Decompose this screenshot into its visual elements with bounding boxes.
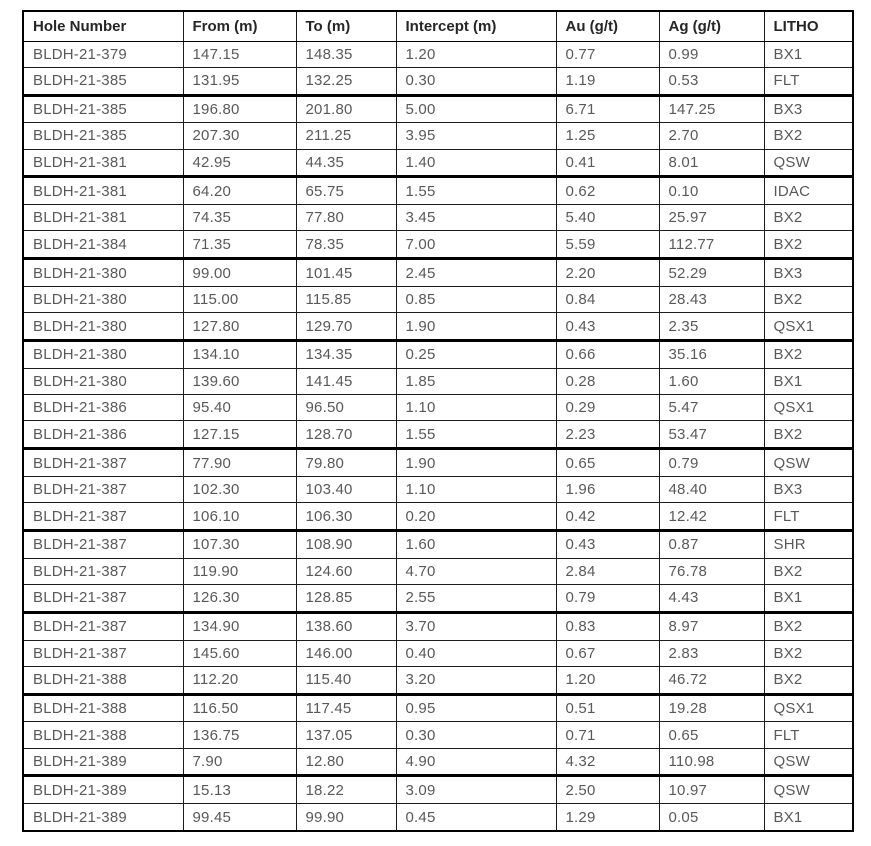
cell-hole-number: BLDH-21-387 — [23, 531, 183, 559]
cell-intercept-m: 1.60 — [396, 531, 556, 559]
cell-au-gpt: 0.67 — [556, 640, 659, 666]
cell-from-m: 126.30 — [183, 585, 296, 613]
cell-from-m: 15.13 — [183, 776, 296, 804]
cell-ag-gpt: 4.43 — [659, 585, 764, 613]
cell-intercept-m: 4.70 — [396, 558, 556, 584]
cell-litho: BX2 — [764, 341, 853, 369]
cell-au-gpt: 0.28 — [556, 368, 659, 394]
cell-au-gpt: 0.51 — [556, 694, 659, 722]
cell-litho: BX3 — [764, 95, 853, 123]
cell-hole-number: BLDH-21-380 — [23, 286, 183, 312]
cell-from-m: 95.40 — [183, 395, 296, 421]
cell-to-m: 148.35 — [296, 41, 396, 67]
cell-from-m: 77.90 — [183, 449, 296, 477]
table-row — [23, 123, 853, 149]
cell-intercept-m: 1.40 — [396, 149, 556, 177]
cell-from-m: 107.30 — [183, 531, 296, 559]
cell-au-gpt: 0.65 — [556, 449, 659, 477]
table-row — [23, 341, 853, 369]
cell-ag-gpt: 110.98 — [659, 748, 764, 776]
column-header-intercept-m: Intercept (m) — [396, 11, 556, 41]
cell-intercept-m: 1.10 — [396, 476, 556, 502]
table-row — [23, 41, 853, 67]
cell-to-m: 137.05 — [296, 722, 396, 748]
table-row — [23, 231, 853, 259]
cell-au-gpt: 0.83 — [556, 612, 659, 640]
cell-hole-number: BLDH-21-389 — [23, 804, 183, 831]
table-row — [23, 95, 853, 123]
cell-intercept-m: 3.45 — [396, 205, 556, 231]
cell-litho: BX2 — [764, 421, 853, 449]
table-row — [23, 748, 853, 776]
cell-from-m: 106.10 — [183, 503, 296, 531]
cell-litho: BX2 — [764, 666, 853, 694]
cell-ag-gpt: 0.99 — [659, 41, 764, 67]
cell-hole-number: BLDH-21-381 — [23, 177, 183, 205]
cell-au-gpt: 0.42 — [556, 503, 659, 531]
cell-from-m: 99.45 — [183, 804, 296, 831]
cell-ag-gpt: 0.05 — [659, 804, 764, 831]
table-row — [23, 612, 853, 640]
cell-litho: BX1 — [764, 804, 853, 831]
cell-hole-number: BLDH-21-387 — [23, 558, 183, 584]
cell-ag-gpt: 8.01 — [659, 149, 764, 177]
cell-au-gpt: 2.50 — [556, 776, 659, 804]
cell-ag-gpt: 53.47 — [659, 421, 764, 449]
cell-ag-gpt: 112.77 — [659, 231, 764, 259]
cell-to-m: 124.60 — [296, 558, 396, 584]
cell-au-gpt: 0.79 — [556, 585, 659, 613]
table-row — [23, 449, 853, 477]
cell-au-gpt: 0.66 — [556, 341, 659, 369]
table-row — [23, 177, 853, 205]
cell-intercept-m: 1.55 — [396, 177, 556, 205]
cell-ag-gpt: 28.43 — [659, 286, 764, 312]
cell-litho: QSW — [764, 748, 853, 776]
cell-intercept-m: 5.00 — [396, 95, 556, 123]
column-header-hole-number: Hole Number — [23, 11, 183, 41]
cell-ag-gpt: 1.60 — [659, 368, 764, 394]
cell-intercept-m: 0.25 — [396, 341, 556, 369]
table-row — [23, 640, 853, 666]
cell-litho: BX2 — [764, 231, 853, 259]
cell-to-m: 12.80 — [296, 748, 396, 776]
cell-from-m: 127.15 — [183, 421, 296, 449]
table-row — [23, 503, 853, 531]
cell-intercept-m: 1.85 — [396, 368, 556, 394]
cell-to-m: 18.22 — [296, 776, 396, 804]
cell-hole-number: BLDH-21-388 — [23, 666, 183, 694]
cell-ag-gpt: 8.97 — [659, 612, 764, 640]
cell-from-m: 131.95 — [183, 67, 296, 95]
cell-intercept-m: 1.90 — [396, 313, 556, 341]
cell-intercept-m: 0.95 — [396, 694, 556, 722]
cell-ag-gpt: 5.47 — [659, 395, 764, 421]
column-header-litho: LITHO — [764, 11, 853, 41]
cell-ag-gpt: 0.53 — [659, 67, 764, 95]
cell-hole-number: BLDH-21-381 — [23, 205, 183, 231]
cell-ag-gpt: 46.72 — [659, 666, 764, 694]
cell-hole-number: BLDH-21-385 — [23, 95, 183, 123]
cell-litho: FLT — [764, 722, 853, 748]
table-row — [23, 395, 853, 421]
cell-from-m: 102.30 — [183, 476, 296, 502]
cell-au-gpt: 5.59 — [556, 231, 659, 259]
table-row — [23, 531, 853, 559]
cell-to-m: 106.30 — [296, 503, 396, 531]
drill-intercepts-table — [22, 10, 854, 832]
cell-litho: BX1 — [764, 585, 853, 613]
cell-from-m: 99.00 — [183, 259, 296, 287]
cell-hole-number: BLDH-21-386 — [23, 421, 183, 449]
cell-to-m: 115.40 — [296, 666, 396, 694]
cell-hole-number: BLDH-21-389 — [23, 748, 183, 776]
cell-intercept-m: 1.90 — [396, 449, 556, 477]
cell-ag-gpt: 48.40 — [659, 476, 764, 502]
table-row — [23, 313, 853, 341]
column-header-to-m: To (m) — [296, 11, 396, 41]
cell-to-m: 103.40 — [296, 476, 396, 502]
cell-from-m: 112.20 — [183, 666, 296, 694]
cell-hole-number: BLDH-21-387 — [23, 476, 183, 502]
cell-to-m: 132.25 — [296, 67, 396, 95]
cell-intercept-m: 4.90 — [396, 748, 556, 776]
cell-to-m: 99.90 — [296, 804, 396, 831]
cell-ag-gpt: 0.65 — [659, 722, 764, 748]
cell-au-gpt: 1.19 — [556, 67, 659, 95]
column-header-from-m: From (m) — [183, 11, 296, 41]
cell-au-gpt: 5.40 — [556, 205, 659, 231]
cell-ag-gpt: 147.25 — [659, 95, 764, 123]
cell-litho: BX2 — [764, 612, 853, 640]
cell-litho: SHR — [764, 531, 853, 559]
cell-litho: IDAC — [764, 177, 853, 205]
table-row — [23, 368, 853, 394]
cell-litho: BX3 — [764, 476, 853, 502]
cell-litho: BX1 — [764, 41, 853, 67]
cell-au-gpt: 2.23 — [556, 421, 659, 449]
cell-to-m: 78.35 — [296, 231, 396, 259]
cell-to-m: 211.25 — [296, 123, 396, 149]
cell-from-m: 71.35 — [183, 231, 296, 259]
table-row — [23, 722, 853, 748]
cell-from-m: 119.90 — [183, 558, 296, 584]
cell-from-m: 207.30 — [183, 123, 296, 149]
cell-to-m: 65.75 — [296, 177, 396, 205]
cell-from-m: 136.75 — [183, 722, 296, 748]
cell-intercept-m: 1.10 — [396, 395, 556, 421]
cell-ag-gpt: 19.28 — [659, 694, 764, 722]
cell-hole-number: BLDH-21-380 — [23, 341, 183, 369]
cell-hole-number: BLDH-21-387 — [23, 449, 183, 477]
cell-au-gpt: 1.20 — [556, 666, 659, 694]
cell-hole-number: BLDH-21-385 — [23, 67, 183, 95]
cell-litho: BX2 — [764, 205, 853, 231]
cell-from-m: 134.90 — [183, 612, 296, 640]
cell-hole-number: BLDH-21-379 — [23, 41, 183, 67]
table-row — [23, 558, 853, 584]
cell-au-gpt: 0.43 — [556, 531, 659, 559]
cell-from-m: 134.10 — [183, 341, 296, 369]
cell-au-gpt: 1.96 — [556, 476, 659, 502]
cell-litho: QSW — [764, 149, 853, 177]
cell-au-gpt: 0.71 — [556, 722, 659, 748]
cell-intercept-m: 3.09 — [396, 776, 556, 804]
cell-au-gpt: 2.20 — [556, 259, 659, 287]
table-row — [23, 286, 853, 312]
cell-to-m: 138.60 — [296, 612, 396, 640]
cell-ag-gpt: 0.87 — [659, 531, 764, 559]
cell-ag-gpt: 10.97 — [659, 776, 764, 804]
cell-litho: QSW — [764, 776, 853, 804]
cell-au-gpt: 0.43 — [556, 313, 659, 341]
cell-from-m: 42.95 — [183, 149, 296, 177]
cell-to-m: 128.85 — [296, 585, 396, 613]
cell-au-gpt: 0.62 — [556, 177, 659, 205]
cell-au-gpt: 1.29 — [556, 804, 659, 831]
cell-litho: BX3 — [764, 259, 853, 287]
cell-litho: FLT — [764, 503, 853, 531]
cell-from-m: 139.60 — [183, 368, 296, 394]
table-row — [23, 67, 853, 95]
table-row — [23, 585, 853, 613]
cell-intercept-m: 0.45 — [396, 804, 556, 831]
cell-au-gpt: 4.32 — [556, 748, 659, 776]
cell-ag-gpt: 52.29 — [659, 259, 764, 287]
cell-from-m: 127.80 — [183, 313, 296, 341]
cell-intercept-m: 0.85 — [396, 286, 556, 312]
cell-litho: BX2 — [764, 123, 853, 149]
cell-to-m: 77.80 — [296, 205, 396, 231]
cell-intercept-m: 1.20 — [396, 41, 556, 67]
table-row — [23, 205, 853, 231]
cell-from-m: 147.15 — [183, 41, 296, 67]
column-header-ag-gpt: Ag (g/t) — [659, 11, 764, 41]
cell-litho: QSX1 — [764, 313, 853, 341]
cell-to-m: 115.85 — [296, 286, 396, 312]
cell-au-gpt: 0.41 — [556, 149, 659, 177]
cell-from-m: 115.00 — [183, 286, 296, 312]
cell-litho: BX2 — [764, 286, 853, 312]
cell-ag-gpt: 0.10 — [659, 177, 764, 205]
cell-hole-number: BLDH-21-380 — [23, 313, 183, 341]
cell-hole-number: BLDH-21-384 — [23, 231, 183, 259]
cell-hole-number: BLDH-21-388 — [23, 722, 183, 748]
cell-intercept-m: 0.20 — [396, 503, 556, 531]
cell-au-gpt: 1.25 — [556, 123, 659, 149]
cell-to-m: 96.50 — [296, 395, 396, 421]
cell-hole-number: BLDH-21-387 — [23, 503, 183, 531]
cell-from-m: 74.35 — [183, 205, 296, 231]
table-row — [23, 804, 853, 831]
cell-to-m: 141.45 — [296, 368, 396, 394]
cell-intercept-m: 1.55 — [396, 421, 556, 449]
cell-intercept-m: 0.30 — [396, 722, 556, 748]
cell-to-m: 201.80 — [296, 95, 396, 123]
cell-intercept-m: 2.55 — [396, 585, 556, 613]
cell-intercept-m: 3.95 — [396, 123, 556, 149]
table-row — [23, 259, 853, 287]
cell-litho: FLT — [764, 67, 853, 95]
cell-litho: BX1 — [764, 368, 853, 394]
cell-hole-number: BLDH-21-381 — [23, 149, 183, 177]
cell-intercept-m: 2.45 — [396, 259, 556, 287]
cell-hole-number: BLDH-21-387 — [23, 640, 183, 666]
cell-ag-gpt: 2.83 — [659, 640, 764, 666]
cell-to-m: 44.35 — [296, 149, 396, 177]
cell-intercept-m: 3.20 — [396, 666, 556, 694]
table-row — [23, 666, 853, 694]
cell-hole-number: BLDH-21-386 — [23, 395, 183, 421]
cell-hole-number: BLDH-21-380 — [23, 259, 183, 287]
cell-ag-gpt: 0.79 — [659, 449, 764, 477]
cell-ag-gpt: 2.35 — [659, 313, 764, 341]
cell-hole-number: BLDH-21-387 — [23, 612, 183, 640]
cell-intercept-m: 0.30 — [396, 67, 556, 95]
cell-au-gpt: 2.84 — [556, 558, 659, 584]
column-header-au-gpt: Au (g/t) — [556, 11, 659, 41]
header-row — [23, 11, 853, 41]
cell-au-gpt: 0.29 — [556, 395, 659, 421]
cell-litho: QSX1 — [764, 694, 853, 722]
table-row — [23, 421, 853, 449]
cell-hole-number: BLDH-21-387 — [23, 585, 183, 613]
cell-intercept-m: 0.40 — [396, 640, 556, 666]
cell-intercept-m: 3.70 — [396, 612, 556, 640]
cell-au-gpt: 0.84 — [556, 286, 659, 312]
cell-hole-number: BLDH-21-380 — [23, 368, 183, 394]
cell-au-gpt: 0.77 — [556, 41, 659, 67]
cell-from-m: 196.80 — [183, 95, 296, 123]
cell-from-m: 145.60 — [183, 640, 296, 666]
cell-ag-gpt: 25.97 — [659, 205, 764, 231]
table-row — [23, 694, 853, 722]
cell-litho: BX2 — [764, 558, 853, 584]
table-body — [23, 41, 853, 831]
cell-litho: QSW — [764, 449, 853, 477]
table-row — [23, 776, 853, 804]
cell-from-m: 64.20 — [183, 177, 296, 205]
cell-ag-gpt: 35.16 — [659, 341, 764, 369]
table-row — [23, 149, 853, 177]
cell-to-m: 134.35 — [296, 341, 396, 369]
cell-litho: QSX1 — [764, 395, 853, 421]
cell-intercept-m: 7.00 — [396, 231, 556, 259]
cell-hole-number: BLDH-21-388 — [23, 694, 183, 722]
table-row — [23, 476, 853, 502]
cell-to-m: 79.80 — [296, 449, 396, 477]
cell-from-m: 116.50 — [183, 694, 296, 722]
cell-to-m: 128.70 — [296, 421, 396, 449]
cell-ag-gpt: 12.42 — [659, 503, 764, 531]
cell-from-m: 7.90 — [183, 748, 296, 776]
cell-litho: BX2 — [764, 640, 853, 666]
cell-ag-gpt: 2.70 — [659, 123, 764, 149]
cell-au-gpt: 6.71 — [556, 95, 659, 123]
cell-ag-gpt: 76.78 — [659, 558, 764, 584]
cell-to-m: 146.00 — [296, 640, 396, 666]
cell-to-m: 117.45 — [296, 694, 396, 722]
cell-hole-number: BLDH-21-389 — [23, 776, 183, 804]
cell-to-m: 108.90 — [296, 531, 396, 559]
cell-hole-number: BLDH-21-385 — [23, 123, 183, 149]
cell-to-m: 129.70 — [296, 313, 396, 341]
cell-to-m: 101.45 — [296, 259, 396, 287]
